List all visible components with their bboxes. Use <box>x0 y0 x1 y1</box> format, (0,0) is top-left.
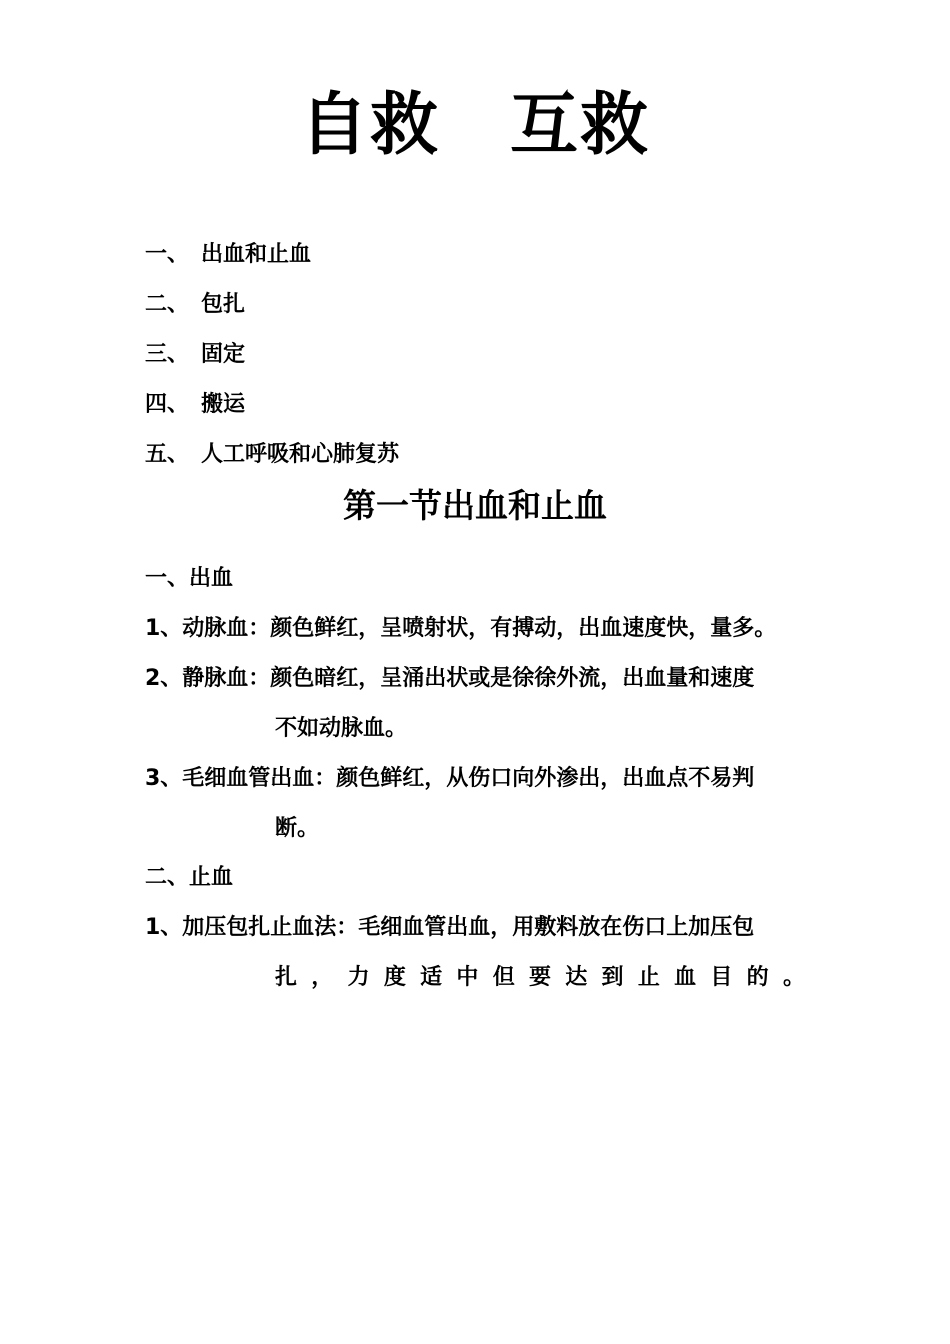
paragraph-line: 2、静脉血：颜色暗红，呈涌出状或是徐徐外流，出血量和速度 <box>145 666 755 691</box>
justified-char: ， <box>311 965 334 990</box>
justified-char: 适 <box>420 965 443 990</box>
toc-item <box>145 238 311 272</box>
paragraph-continuation-justified <box>275 961 805 995</box>
toc-number: 四、 <box>145 392 190 417</box>
paragraph-continuation: 不如动脉血。 <box>275 716 408 741</box>
justified-char: 血 <box>674 965 697 990</box>
justified-char: 中 <box>456 965 479 990</box>
toc-number: 三、 <box>145 342 190 367</box>
justified-char: 止 <box>637 965 660 990</box>
justified-char: 目 <box>710 965 733 990</box>
toc-number: 五、 <box>145 442 190 467</box>
justified-char: 。 <box>782 965 805 990</box>
toc-item <box>145 338 245 372</box>
paragraph-line: 1、加压包扎止血法：毛细血管出血，用敷料放在伤口上加压包 <box>145 915 755 940</box>
paragraph-continuation: 断。 <box>275 816 320 841</box>
toc-item <box>145 288 245 322</box>
paragraph-line: 1、动脉血：颜色鲜红，呈喷射状，有搏动，出血速度快，量多。 <box>145 616 777 641</box>
justified-char: 度 <box>383 965 406 990</box>
toc-number: 一、 <box>145 242 190 267</box>
paragraph-line: 3、毛细血管出血：颜色鲜红，从伤口向外渗出，出血点不易判 <box>145 766 755 791</box>
subsection-heading: 二、止血 <box>145 865 234 890</box>
justified-char: 到 <box>601 965 624 990</box>
toc-label: 固定 <box>201 342 246 367</box>
justified-char: 要 <box>528 965 551 990</box>
subsection-heading: 一、出血 <box>145 566 234 591</box>
toc-label: 包扎 <box>201 292 246 317</box>
justified-char: 扎 <box>275 965 298 990</box>
section-title: 第一节出血和止血 <box>343 486 607 525</box>
justified-char: 达 <box>565 965 588 990</box>
toc-label: 出血和止血 <box>201 242 312 267</box>
toc-label: 人工呼吸和心肺复苏 <box>201 442 400 467</box>
justified-char: 的 <box>746 965 769 990</box>
toc-label: 搬运 <box>201 392 246 417</box>
toc-item <box>145 388 245 422</box>
justified-char: 力 <box>347 965 370 990</box>
toc-item <box>145 438 399 472</box>
justified-char: 但 <box>492 965 515 990</box>
toc-number: 二、 <box>145 292 190 317</box>
document-title: 自救 互救 <box>299 86 650 165</box>
